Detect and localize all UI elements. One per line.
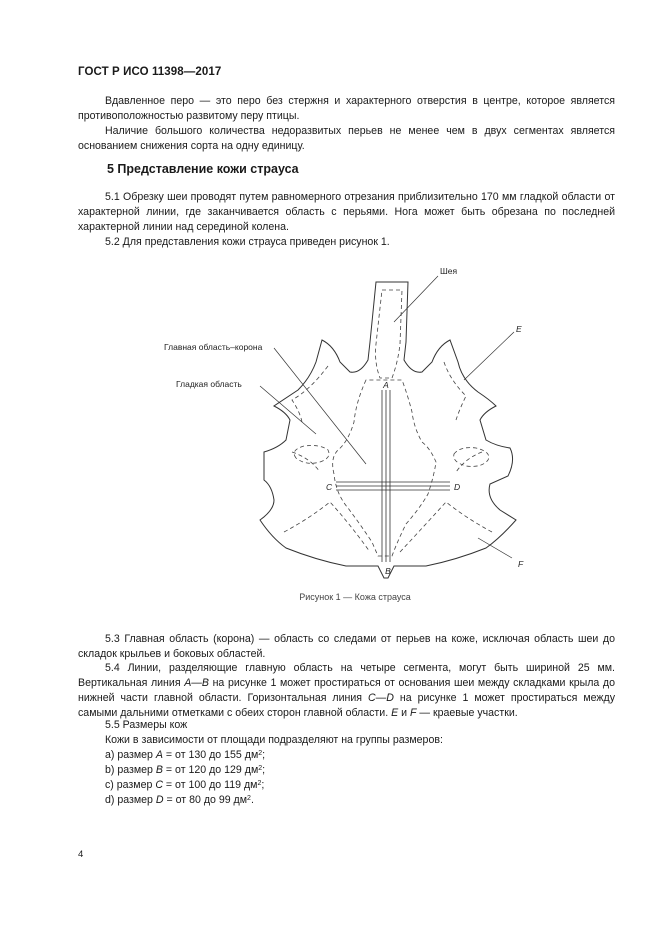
paragraph-5-4 [78, 661, 615, 721]
p54-letter-e: E [391, 707, 399, 719]
figure-caption: Рисунок 1 — Кожа страуса [299, 592, 411, 602]
p54-line-cd: C—D [368, 692, 394, 704]
p54-text-4: — краевые участки. [416, 707, 518, 719]
paragraph-5-5: 5.5 Размеры кож [105, 719, 188, 731]
size-sup: 2 [257, 780, 262, 787]
p54-text-3: на рисунке 1 может простираться между самыми дальними отметками с обеих сторон главной области. [78, 692, 615, 719]
skin-outline [260, 282, 516, 578]
size-item-c [105, 778, 264, 793]
size-range: = от 120 до 129 дм [162, 764, 259, 776]
left-wing-dashed-line [292, 366, 328, 472]
paragraph-5-2: 5.2 Для представления кожи страуса приведен рисунок 1. [105, 236, 390, 248]
size-item-d [105, 793, 254, 808]
page-number: 4 [78, 849, 84, 860]
size-prefix: a) размер [105, 749, 156, 761]
paragraph-5-3: 5.3 Главная область (корона) — область со следами от перьев на коже, исключая область шеи до складок крыльев и боковых областей. [78, 633, 615, 660]
size-range: = от 100 до 119 дм [162, 779, 258, 791]
right-edge-dashed-line [400, 502, 492, 552]
leader-main-area [274, 348, 366, 464]
size-item-b [105, 763, 265, 778]
p54-text-2: на рисунке 1 может простираться от основания шеи между складками крыла до нижней части главной области. Горизонтальная линия [78, 677, 615, 704]
size-range: = от 130 до 155 дм [162, 749, 259, 761]
label-a: A [383, 380, 389, 390]
label-b: B [385, 566, 391, 576]
right-oval-area [454, 448, 489, 467]
p54-and: и [398, 707, 410, 719]
p54-letter-f: F [409, 707, 417, 719]
right-wing-dashed-line [444, 362, 482, 472]
intro-paragraph-1: Вдавленное перо — это перо без стержня и характерного отверстия в центре, которое является противоположностью развитому перу птицы. [78, 95, 615, 122]
label-c: C [326, 482, 333, 492]
size-sup: 2 [247, 795, 251, 802]
size-prefix: b) размер [105, 764, 156, 776]
size-sup: 2 [258, 750, 263, 757]
label-d: D [454, 482, 461, 492]
p54-text-1: 5.4 Линии, разделяющие главную область на четыре сегмента, могут быть шириной 25 мм. Вертикальная линия [78, 662, 615, 689]
size-end: . [250, 794, 254, 806]
leader-neck [394, 276, 438, 322]
size-end: ; [262, 764, 266, 776]
label-smooth-area: Гладкая область [176, 379, 242, 389]
size-letter: A [155, 749, 163, 761]
section-title: 5 Представление кожи страуса [107, 162, 299, 176]
leader-e [464, 332, 514, 380]
neck-dashed-line [376, 290, 403, 378]
ostrich-skin-diagram [160, 262, 550, 582]
p54-line-ab: A—B [184, 677, 209, 689]
size-end: ; [262, 749, 266, 761]
size-letter: D [155, 794, 164, 806]
ostrich-skin-figure [160, 262, 550, 582]
size-sup: 2 [258, 765, 263, 772]
sizes-intro: Кожи в зависимости от площади подразделяют на группы размеров: [105, 734, 443, 746]
size-letter: B [155, 764, 163, 776]
size-prefix: c) размер [105, 779, 156, 791]
size-end: ; [261, 779, 265, 791]
size-prefix: d) размер [105, 794, 156, 806]
label-main-area: Главная область–корона [164, 342, 263, 352]
label-neck: Шея [440, 266, 458, 276]
document-header: ГОСТ Р ИСО 11398—2017 [78, 66, 222, 78]
leader-smooth-area [260, 386, 316, 434]
intro-paragraph-2: Наличие большого количества недоразвитых перьев не менее чем в двух сегментах является основанием снижения сорта на одну единицу. [78, 125, 615, 152]
left-edge-dashed-line [284, 502, 370, 552]
label-e: E [516, 324, 522, 334]
label-f: F [518, 559, 524, 569]
size-range: = от 80 до 99 дм [163, 794, 248, 806]
size-letter: C [155, 779, 163, 791]
left-oval-area [294, 446, 329, 464]
paragraph-5-1: 5.1 Обрезку шеи проводят путем равномерного отрезания приблизительно 170 мм гладкой области от характерной линии, где заканчивается область с перьями. Нога может быть обрезана по последней характерной линии над серединой колена. [78, 191, 615, 233]
size-item-a [105, 748, 265, 763]
